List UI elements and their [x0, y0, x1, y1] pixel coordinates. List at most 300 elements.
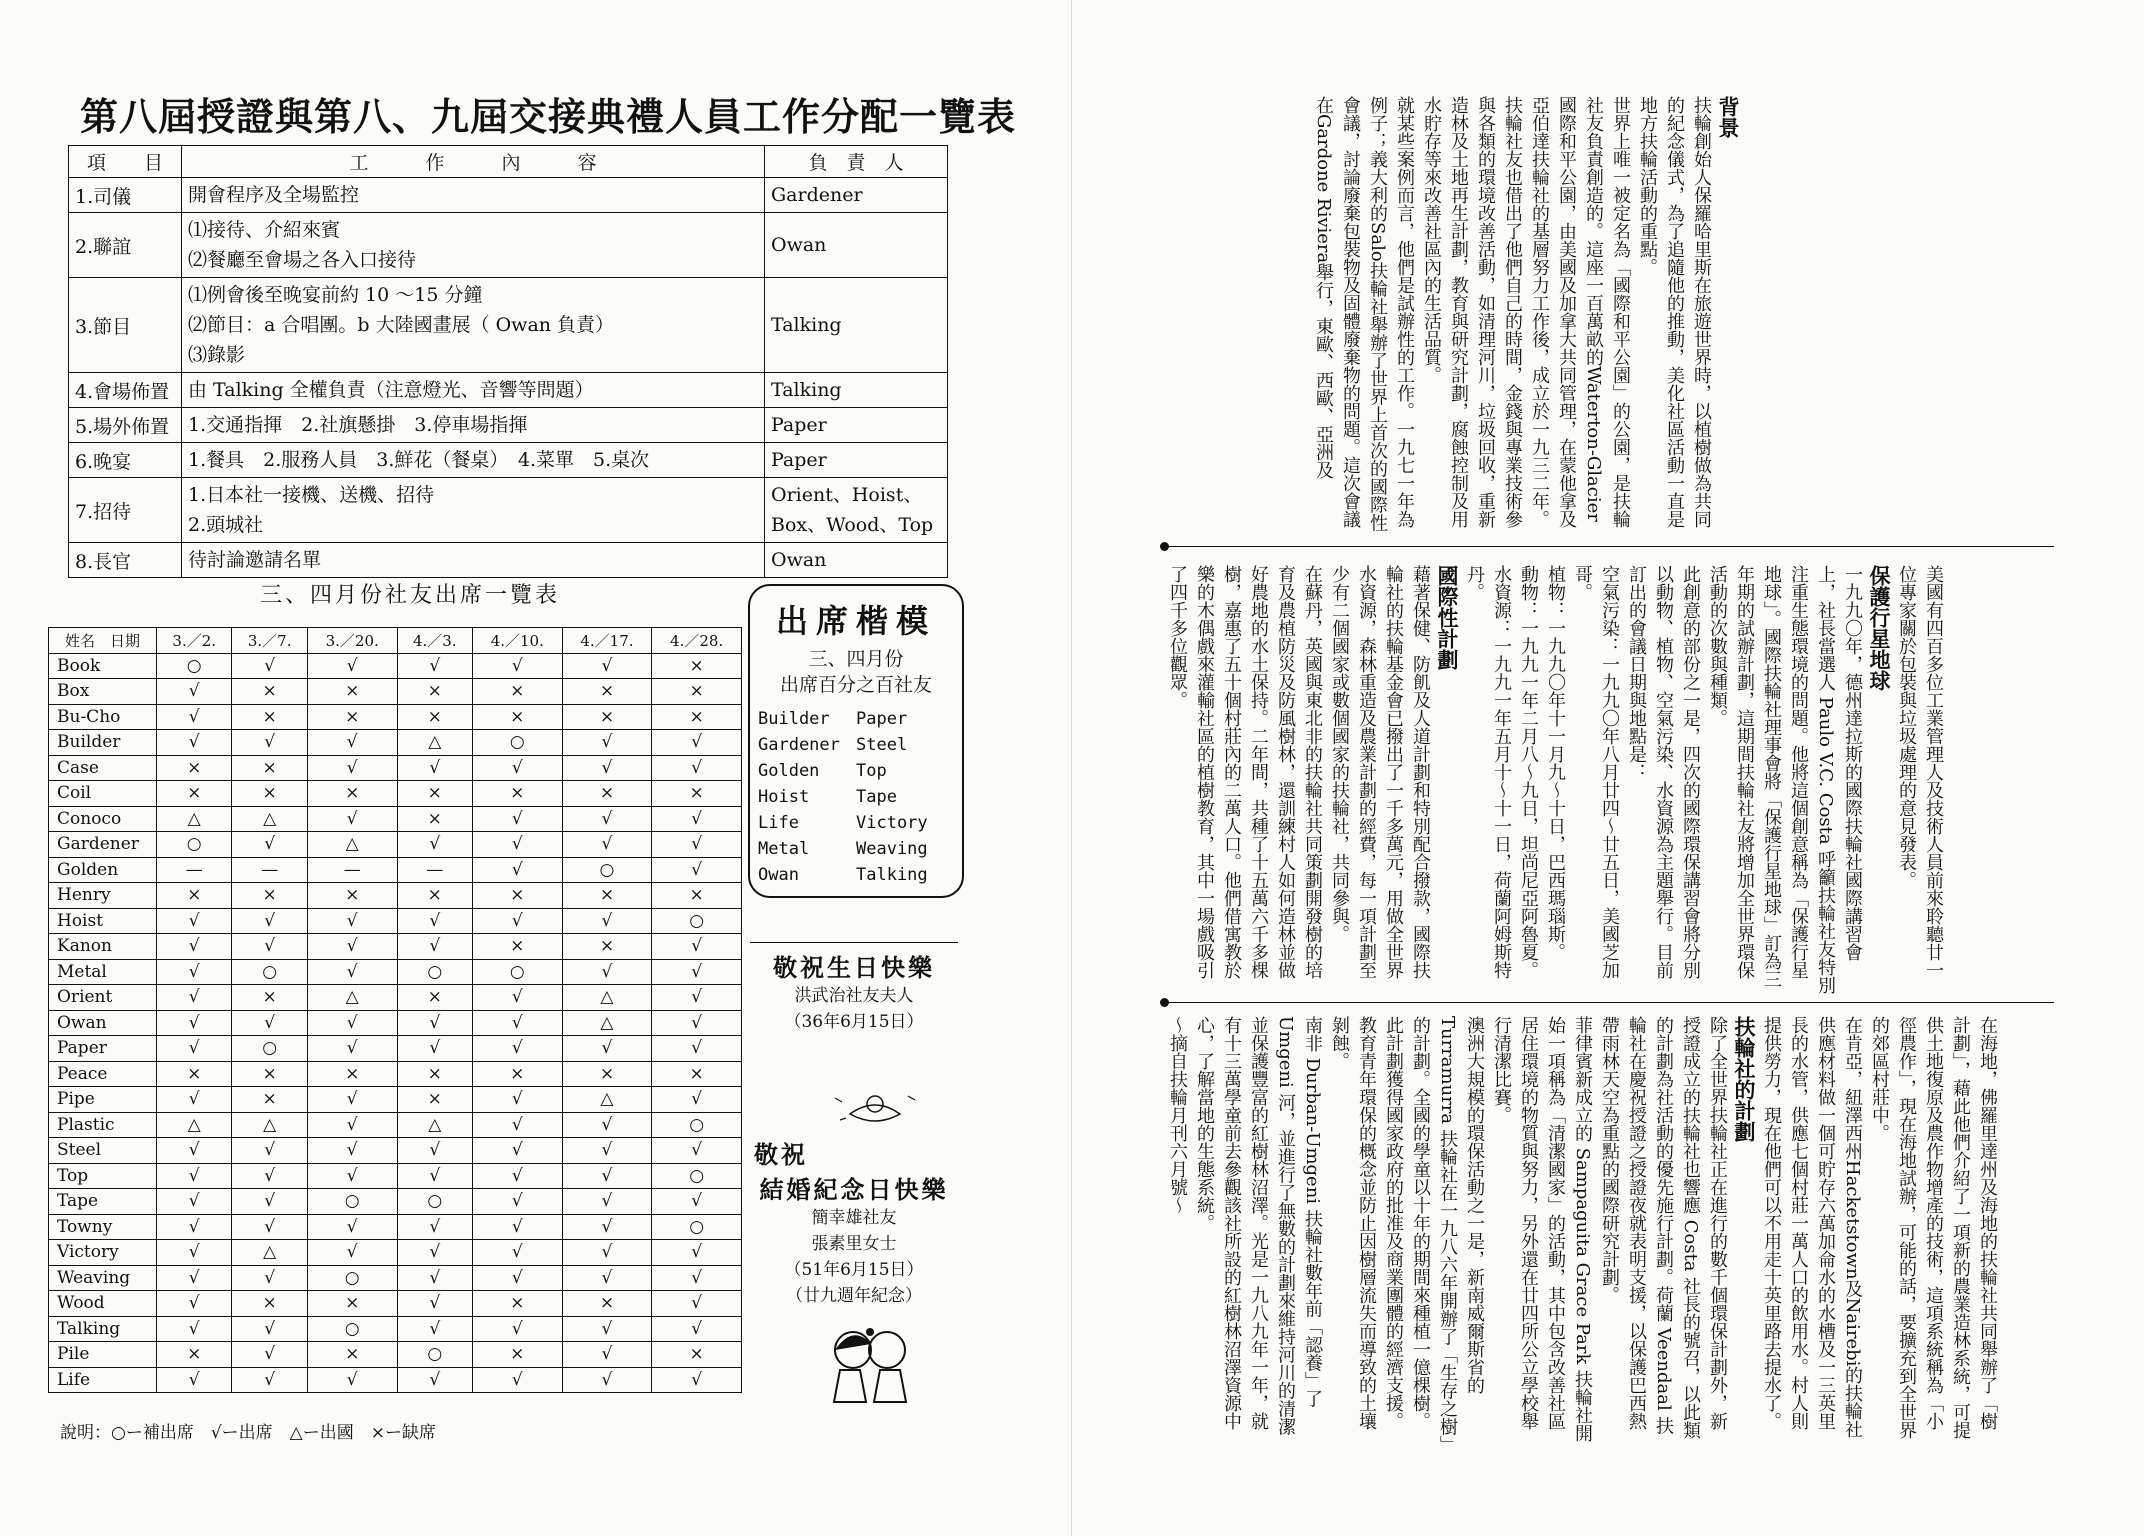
honor-name-grid: [750, 698, 962, 888]
attendance-mark: ×: [472, 883, 562, 909]
attendance-mark: √: [472, 806, 562, 832]
attendance-mark: √: [472, 832, 562, 858]
duty-item: 7.招待: [69, 478, 182, 543]
honor-subtitle: [750, 646, 962, 698]
duty-content-line: ⑵節目：a 合唱團。b 大陸國畫展（ Owan 負責）: [188, 314, 615, 336]
duty-responsible: [765, 178, 948, 213]
attendance-mark: √: [232, 934, 307, 960]
attendance-mark: √: [307, 1112, 397, 1138]
background-paragraph-1: 扶輪創始人保羅哈里斯在旅遊世界時，以植樹做為共同的紀念儀式，為了追隨他的推動，美化社區活動一直是地方扶輪活動的重點。: [1637, 96, 1712, 528]
attendance-mark: √: [232, 1138, 307, 1164]
attendance-mark: △: [397, 730, 472, 756]
attendance-mark: —: [157, 857, 232, 883]
attendance-mark: √: [472, 1316, 562, 1342]
attendance-mark: ×: [157, 1342, 232, 1368]
attendance-row: [49, 704, 742, 730]
duty-header-responsible: 負 責 人: [765, 146, 948, 178]
duty-header-item: 項 目: [69, 146, 182, 178]
background-section: [1310, 96, 1742, 536]
attendance-mark: √: [307, 730, 397, 756]
attendance-mark: △: [397, 1112, 472, 1138]
duty-row: [69, 373, 948, 408]
duty-item: 5.場外佈置: [69, 408, 182, 443]
attendance-mark: ×: [307, 781, 397, 807]
attendance-date-header: 3.／7.: [232, 628, 307, 654]
duty-content-line: 開會程序及全場監控: [188, 184, 360, 206]
attendance-mark: ×: [397, 806, 472, 832]
duty-item: 1.司儀: [69, 178, 182, 213]
attendance-mark: ×: [562, 781, 652, 807]
attendance-mark: √: [157, 1189, 232, 1215]
honor-member-name: Talking: [856, 865, 928, 885]
honor-member-name: Top: [856, 761, 887, 781]
couple-illustration: [820, 1320, 920, 1410]
attendance-mark: √: [472, 857, 562, 883]
duty-row: [69, 543, 948, 578]
divider-dot: [1160, 998, 1169, 1007]
honor-member-name: Metal: [758, 839, 810, 859]
attendance-mark: √: [307, 1240, 397, 1266]
duty-responsible: [765, 443, 948, 478]
honor-member-name: Life: [758, 813, 799, 833]
member-name: Weaving: [49, 1265, 157, 1291]
attendance-mark: ×: [562, 704, 652, 730]
attendance-mark: ×: [307, 1061, 397, 1087]
duty-responsible-line: Box、Wood、Top: [771, 514, 934, 536]
attendance-row: [49, 1138, 742, 1164]
attendance-mark: √: [472, 1112, 562, 1138]
section-divider: [1164, 1002, 2054, 1003]
background-heading: 背景: [1716, 96, 1741, 138]
attendance-row: [49, 806, 742, 832]
attendance-mark: √: [652, 1138, 742, 1164]
middle-paragraph-0: 美國有四百多位工業管理人及技術人員前來聆聽廿一位專家關於包裝與垃圾處理的意見發表。: [1896, 565, 1944, 979]
attendance-mark: ×: [397, 985, 472, 1011]
attendance-mark: √: [652, 959, 742, 985]
attendance-mark: ×: [232, 1291, 307, 1317]
anniversary-date: （51年6月15日）: [784, 1260, 924, 1280]
attendance-mark: √: [397, 908, 472, 934]
attendance-mark: ×: [472, 1061, 562, 1087]
attendance-mark: ×: [652, 1342, 742, 1368]
attendance-mark: ×: [472, 704, 562, 730]
attendance-mark: √: [157, 985, 232, 1011]
attendance-mark: ×: [562, 679, 652, 705]
member-name: Talking: [49, 1316, 157, 1342]
duty-content: [182, 543, 765, 578]
attendance-row: [49, 1061, 742, 1087]
attendance-mark: △: [562, 1010, 652, 1036]
attendance-mark: √: [652, 1036, 742, 1062]
attendance-mark: √: [562, 908, 652, 934]
attendance-row: [49, 1163, 742, 1189]
bottom-paragraph-4: 菲律賓新成立的 Sampaguita Grace Park 扶輪社開始一項稱為「清潔國家」的活動，其中包含改善社區居住環境的物質與努力，另外還在廿四所公立學校舉行清潔比賽。: [1491, 1016, 1593, 1443]
protect-earth-section: [1164, 565, 1947, 995]
rotary-projects-section: [1164, 1016, 2001, 1446]
attendance-row: [49, 1189, 742, 1215]
anniversary-note: （廿九週年紀念）: [786, 1286, 922, 1306]
attendance-mark: ×: [652, 704, 742, 730]
attendance-mark: √: [562, 1112, 652, 1138]
middle-paragraph-5: 動物：一九九一年二月八～九日，坦尚尼亞阿魯夏。: [1518, 565, 1539, 979]
anniversary-name-2: 張素里女士: [811, 1234, 897, 1254]
attendance-mark: ○: [397, 1189, 472, 1215]
attendance-mark: ×: [652, 653, 742, 679]
article-source: ～摘自扶輪月刊六月號～: [1167, 1016, 1188, 1214]
attendance-mark: √: [157, 679, 232, 705]
anniversary-greeting: [748, 1135, 960, 1309]
attendance-mark: √: [652, 730, 742, 756]
middle-paragraph-7: 藉著保健、防飢及人道計劃和特別配合撥款，國際扶輪社的扶輪基金會已撥出了一千多萬元，用做全世界水資源，森林重造及農業計劃的經費，每一項計劃至少有二個國家或數個國家的扶輪社，共同參與。: [1329, 565, 1431, 979]
attendance-mark: √: [472, 755, 562, 781]
honor-member-name: Golden: [758, 761, 820, 781]
attendance-mark: √: [397, 832, 472, 858]
attendance-mark: △: [232, 806, 307, 832]
attendance-row: [49, 1010, 742, 1036]
member-name: Case: [49, 755, 157, 781]
attendance-row: [49, 1265, 742, 1291]
attendance-mark: √: [472, 1036, 562, 1062]
attendance-header-name: 姓名 日期: [49, 628, 157, 654]
attendance-mark: ×: [232, 883, 307, 909]
attendance-mark: ×: [307, 1291, 397, 1317]
attendance-mark: ×: [562, 1291, 652, 1317]
member-name: Hoist: [49, 908, 157, 934]
duty-content-line: ⑶錄影: [188, 344, 246, 366]
attendance-mark: √: [472, 1138, 562, 1164]
attendance-mark: ×: [232, 781, 307, 807]
attendance-row: [49, 781, 742, 807]
attendance-mark: √: [232, 908, 307, 934]
duty-content-line: 1.日本社一接機、送機、招待: [188, 484, 435, 506]
duty-content: [182, 213, 765, 278]
attendance-mark: √: [232, 1163, 307, 1189]
attendance-mark: √: [397, 1138, 472, 1164]
attendance-mark: √: [397, 1316, 472, 1342]
attendance-mark: √: [652, 1010, 742, 1036]
duty-item: 2.聯誼: [69, 213, 182, 278]
attendance-mark: ×: [232, 985, 307, 1011]
duty-content-line: ⑵餐廳至會場之各入口接待: [188, 249, 417, 271]
attendance-mark: ○: [157, 832, 232, 858]
birthday-name: 洪武治社友夫人: [794, 986, 914, 1006]
attendance-mark: √: [232, 1316, 307, 1342]
attendance-mark: √: [157, 934, 232, 960]
attendance-row: [49, 1087, 742, 1113]
member-name: Orient: [49, 985, 157, 1011]
attendance-mark: √: [562, 1367, 652, 1393]
attendance-row: [49, 934, 742, 960]
attendance-mark: √: [232, 1010, 307, 1036]
attendance-mark: √: [652, 1240, 742, 1266]
attendance-mark: √: [652, 832, 742, 858]
duty-responsible: [765, 213, 948, 278]
attendance-mark: √: [472, 1265, 562, 1291]
member-name: Builder: [49, 730, 157, 756]
duty-item: 3.節目: [69, 278, 182, 373]
duty-item: 8.長官: [69, 543, 182, 578]
member-name: Owan: [49, 1010, 157, 1036]
attendance-mark: ×: [397, 781, 472, 807]
attendance-mark: √: [472, 908, 562, 934]
attendance-mark: ×: [307, 883, 397, 909]
attendance-mark: ×: [472, 1291, 562, 1317]
middle-paragraph-1: 一九九〇年，德州達拉斯的國際扶輪社國際講習會上，社長當選人 Paulo V.C. Costa 呼籲扶輪社友特別注重生態環境的問題。他將這個創意稱為「保護行星地球」。國際扶輪社理事會將「保護行星地球」訂為三年期的試辦計劃，這期間扶輪社友將增加全世界環保活動的次數與種類。: [1707, 565, 1863, 995]
attendance-mark: √: [562, 1189, 652, 1215]
attendance-row: [49, 1240, 742, 1266]
attendance-mark: √: [157, 1291, 232, 1317]
attendance-mark: —: [232, 857, 307, 883]
attendance-mark: ×: [232, 679, 307, 705]
attendance-mark: √: [232, 832, 307, 858]
duty-responsible: [765, 543, 948, 578]
attendance-mark: √: [307, 1214, 397, 1240]
attendance-mark: √: [307, 959, 397, 985]
attendance-mark: √: [307, 1163, 397, 1189]
attendance-mark: ×: [157, 883, 232, 909]
attendance-mark: √: [562, 806, 652, 832]
attendance-mark: √: [157, 1367, 232, 1393]
attendance-mark: ×: [472, 679, 562, 705]
attendance-date-header: 4.／17.: [562, 628, 652, 654]
attendance-mark: √: [307, 755, 397, 781]
duty-content: [182, 278, 765, 373]
attendance-mark: √: [652, 1316, 742, 1342]
member-name: Henry: [49, 883, 157, 909]
duty-content: [182, 478, 765, 543]
member-name: Towny: [49, 1214, 157, 1240]
attendance-mark: √: [232, 1265, 307, 1291]
bottom-paragraph-3: 除了全世界扶輪社正在進行的數千個環保計劃外，新授證成立的扶輪社也響應 Costa 社長的號召，以此類的計劃為社活動的優先施行計劃。荷蘭 Veendaal 扶輪社在慶祝授證之授證夜就表明支援，以保護巴西熱帶雨林天空為重點的國際研究計劃。: [1599, 1016, 1728, 1440]
international-heading: 國際性計劃: [1435, 565, 1460, 670]
attendance-date-header: 4.／10.: [472, 628, 562, 654]
attendance-row: [49, 1316, 742, 1342]
duty-content: [182, 373, 765, 408]
attendance-mark: ○: [652, 908, 742, 934]
attendance-mark: √: [397, 1036, 472, 1062]
duty-content: [182, 443, 765, 478]
attendance-mark: ×: [562, 934, 652, 960]
attendance-mark: √: [397, 755, 472, 781]
attendance-mark: √: [157, 1163, 232, 1189]
attendance-mark: △: [157, 806, 232, 832]
duty-responsible-line: Paper: [771, 449, 827, 471]
attendance-mark: √: [157, 730, 232, 756]
attendance-mark: ○: [307, 1316, 397, 1342]
attendance-mark: ×: [232, 704, 307, 730]
attendance-mark: √: [562, 1240, 652, 1266]
honor-member-name: Hoist: [758, 787, 810, 807]
attendance-mark: √: [397, 1214, 472, 1240]
attendance-mark: —: [397, 857, 472, 883]
attendance-mark: △: [562, 1087, 652, 1113]
middle-paragraph-3: 空氣污染：一九九〇年八月廿四～廿五日，美國芝加哥。: [1572, 565, 1620, 979]
attendance-mark: √: [307, 934, 397, 960]
attendance-mark: √: [652, 1367, 742, 1393]
member-name: Kanon: [49, 934, 157, 960]
attendance-mark: √: [157, 1316, 232, 1342]
duty-content-line: 由 Talking 全權負責（注意燈光、音響等問題）: [188, 379, 594, 401]
member-name: Peace: [49, 1061, 157, 1087]
honor-title: 出席楷模: [775, 602, 936, 640]
attendance-mark: ×: [397, 883, 472, 909]
honor-sub-period: 三、四月份: [808, 648, 904, 670]
attendance-mark: ×: [232, 1061, 307, 1087]
attendance-mark: √: [157, 1036, 232, 1062]
attendance-mark: ×: [157, 781, 232, 807]
honor-member-name: Paper: [856, 709, 908, 729]
attendance-mark: √: [157, 704, 232, 730]
member-name: Wood: [49, 1291, 157, 1317]
duty-content-line: ⑴例會後至晚宴前約 10 ～15 分鐘: [188, 284, 483, 306]
duty-responsible: [765, 408, 948, 443]
member-name: Victory: [49, 1240, 157, 1266]
attendance-mark: √: [307, 806, 397, 832]
background-paragraph-4: 就某些案例而言，他們是試辦性的工作。一九七一年為例子；義大利的Salo扶輪社舉辦了世界上首次的國際性會議，討論廢棄包裝物及固體廢棄物的問題。這次會議在Gardone Riviera舉行，東歐、西歐、亞洲及: [1313, 96, 1415, 532]
duty-responsible-line: Gardener: [771, 184, 863, 206]
attendance-mark: ×: [472, 781, 562, 807]
member-name: Pipe: [49, 1087, 157, 1113]
attendance-mark: ×: [307, 1342, 397, 1368]
attendance-mark: ○: [652, 1214, 742, 1240]
attendance-mark: √: [232, 730, 307, 756]
attendance-honor-box: [748, 584, 964, 898]
attendance-row: [49, 1291, 742, 1317]
attendance-mark: √: [232, 1367, 307, 1393]
attendance-mark: ○: [157, 653, 232, 679]
attendance-row: [49, 1112, 742, 1138]
duty-row: [69, 178, 948, 213]
attendance-row: [49, 959, 742, 985]
duty-responsible-line: Talking: [771, 314, 842, 336]
attendance-mark: ×: [472, 1342, 562, 1368]
attendance-row: [49, 985, 742, 1011]
attendance-mark: √: [157, 1214, 232, 1240]
rotary-plan-heading: 扶輪社的計劃: [1732, 1016, 1757, 1142]
attendance-mark: √: [232, 653, 307, 679]
attendance-mark: √: [652, 1265, 742, 1291]
duty-header-content: 工 作 內 容: [182, 146, 765, 178]
attendance-mark: ×: [307, 704, 397, 730]
attendance-date-header: 3.／2.: [157, 628, 232, 654]
attendance-mark: √: [472, 653, 562, 679]
attendance-mark: △: [562, 985, 652, 1011]
member-name: Life: [49, 1367, 157, 1393]
attendance-mark: —: [307, 857, 397, 883]
attendance-row: [49, 908, 742, 934]
honor-sub-desc: 出席百分之百社友: [779, 674, 932, 696]
middle-paragraph-4: 植物：一九九〇年十一月九～十日，巴西瑪瑙斯。: [1545, 565, 1566, 961]
honor-member-name: Gardener: [758, 735, 840, 755]
bottom-paragraph-6: 南非 Durban-Umgeni 扶輪社數年前「認養」了 Umgeni 河，並進行了無數的計劃來維持河川的清潔並保護豐富的紅樹林沼澤。光是一九八九年一年，就有十三萬學童前去參觀該社所設的紅樹林沼澤資源中心，了解當地的生態系統。: [1194, 1016, 1323, 1436]
attendance-row: [49, 679, 742, 705]
duty-row: [69, 213, 948, 278]
member-name: Golden: [49, 857, 157, 883]
attendance-mark: ○: [232, 1036, 307, 1062]
attendance-mark: √: [157, 1240, 232, 1266]
attendance-mark: ×: [652, 1061, 742, 1087]
attendance-mark: √: [652, 1087, 742, 1113]
attendance-mark: √: [472, 1367, 562, 1393]
attendance-date-header: 4.／3.: [397, 628, 472, 654]
attendance-mark: ×: [397, 1087, 472, 1113]
attendance-mark: √: [397, 1163, 472, 1189]
attendance-mark: √: [307, 908, 397, 934]
member-name: Bu-Cho: [49, 704, 157, 730]
duty-item: 4.會場佈置: [69, 373, 182, 408]
middle-paragraph-8: 在蘇丹，英國與東北非的扶輪社共同策劃開發樹的培育及農植防災及防風樹林，還訓練村人如何造林並做好農地的水土保持。二年間，共種了十五萬六千多棵樹，嘉惠了五十個村莊內的二萬人口。他們借寓教於樂的木偶戲來灌輸社區的植樹教育，其中一場戲吸引了四千多位觀眾。: [1167, 565, 1323, 979]
honor-member-name: Victory: [856, 813, 928, 833]
attendance-mark: √: [232, 1214, 307, 1240]
member-name: Conoco: [49, 806, 157, 832]
duty-content: [182, 408, 765, 443]
attendance-mark: √: [472, 1189, 562, 1215]
attendance-mark: ×: [397, 1061, 472, 1087]
attendance-mark: √: [157, 1138, 232, 1164]
member-name: Metal: [49, 959, 157, 985]
attendance-row: [49, 730, 742, 756]
duty-assignment-table: [68, 145, 948, 578]
attendance-mark: √: [562, 1316, 652, 1342]
background-paragraph-3: 扶輪社友也借出了他們自己的時間，金錢與專業技術參與各類的環境改善活動，如清理河川，垃圾回收，重新造林及土地再生計劃，教育與研究計劃，腐蝕控制及用水貯存等來改善社區內的生活品質。: [1421, 96, 1523, 528]
birthday-date: （36年6月15日）: [784, 1012, 924, 1032]
attendance-mark: √: [397, 1240, 472, 1266]
attendance-mark: ○: [397, 1342, 472, 1368]
attendance-legend: 說明：○ー補出席 √ー出席 △ー出國 ×ー缺席: [60, 1423, 436, 1443]
middle-paragraph-2: 此創意的部份之一是，四次的國際環保講習會將分別以動物、植物、空氣污染、水資源為主題舉行。目前訂出的會議日期與地點是：: [1626, 565, 1701, 979]
attendance-mark: ○: [652, 1112, 742, 1138]
attendance-mark: √: [562, 755, 652, 781]
divider: [750, 942, 958, 943]
duty-header-row: [69, 146, 948, 178]
honor-member-name: Builder: [758, 709, 830, 729]
attendance-mark: √: [652, 806, 742, 832]
attendance-mark: √: [652, 857, 742, 883]
duty-content-line: ⑴接待、介紹來賓: [188, 219, 341, 241]
attendance-mark: ○: [307, 1265, 397, 1291]
attendance-mark: √: [157, 1010, 232, 1036]
birthday-greeting: [748, 948, 960, 1035]
member-name: Steel: [49, 1138, 157, 1164]
attendance-mark: √: [157, 908, 232, 934]
attendance-date-header: 3.／20.: [307, 628, 397, 654]
duty-table-body: [69, 178, 948, 578]
attendance-mark: √: [652, 934, 742, 960]
attendance-mark: ×: [307, 679, 397, 705]
attendance-mark: √: [562, 730, 652, 756]
bottom-paragraph-2: 在肯亞，紐澤西州Hacketstown及Nairebi的扶輪社供應材料做一個可貯存六萬加侖水的水槽及一三英里長的水管，供應七個村莊一萬人口的飲用水。村人則提供勞力，現在他們可以不用走十英里路去提水了。: [1761, 1016, 1863, 1439]
member-name: Box: [49, 679, 157, 705]
attendance-mark: √: [397, 1291, 472, 1317]
attendance-mark: √: [397, 1265, 472, 1291]
attendance-mark: ×: [397, 679, 472, 705]
attendance-mark: ×: [562, 1061, 652, 1087]
attendance-mark: ○: [472, 959, 562, 985]
attendance-mark: √: [562, 832, 652, 858]
birthday-title: 敬祝生日快樂: [773, 953, 935, 982]
divider-dot: [1160, 542, 1169, 551]
duty-responsible-line: Talking: [771, 379, 842, 401]
bottom-paragraph-1: 在海地，佛羅里達州及海地的扶輪社共同舉辦了「樹計劃」，藉此他們介紹了一項新的農業造林系統，可提供土地復原及農作物增產的技術，這項系統稱為「小徑農作」，現在海地試辦，可能的話，要擴充到全世界的郊區村莊中。: [1869, 1016, 1998, 1439]
attendance-mark: △: [232, 1240, 307, 1266]
attendance-row: [49, 883, 742, 909]
attendance-mark: √: [157, 959, 232, 985]
attendance-mark: √: [472, 1087, 562, 1113]
attendance-mark: △: [232, 1112, 307, 1138]
attendance-mark: √: [652, 985, 742, 1011]
duty-responsible-line: Owan: [771, 549, 827, 571]
duty-row: [69, 408, 948, 443]
